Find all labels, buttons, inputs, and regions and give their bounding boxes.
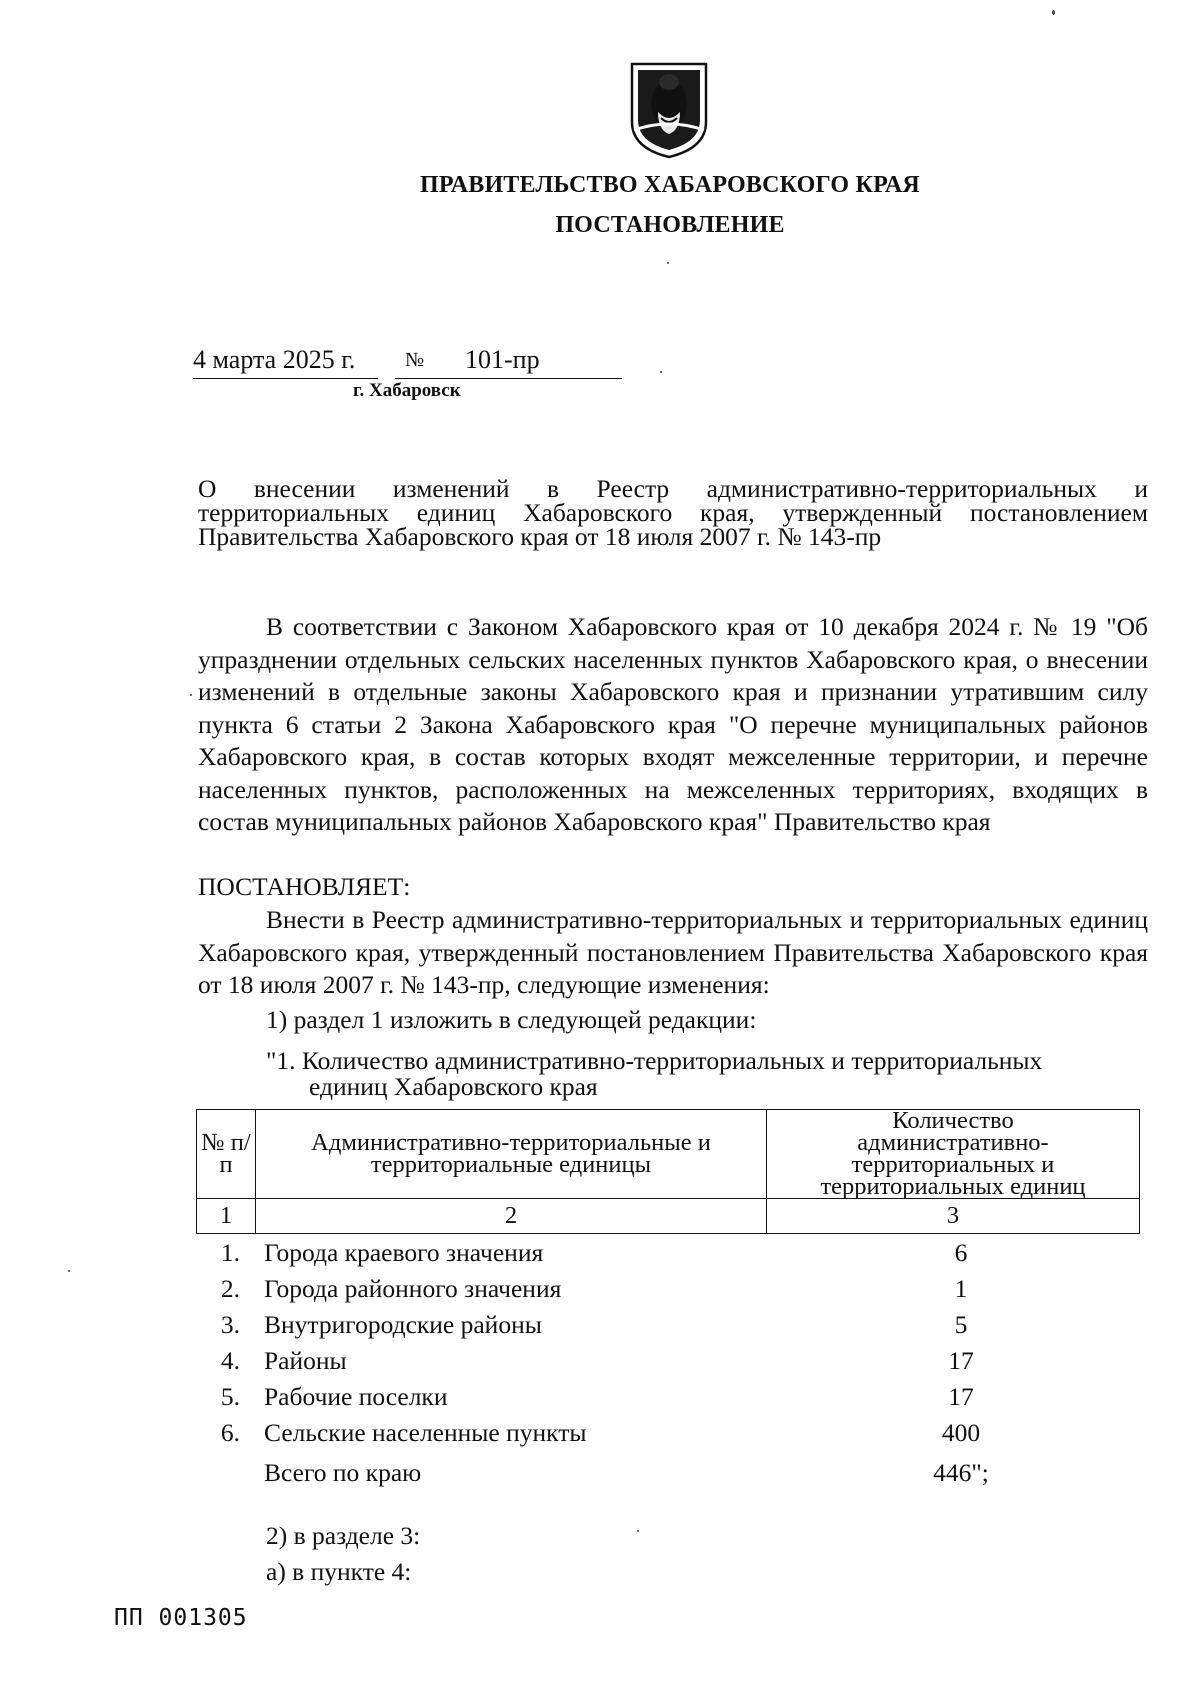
header-col-count: Количество административно-территориальных и территориальных единиц — [767, 1110, 1140, 1199]
table-total-row — [196, 1458, 1140, 1496]
header-col-units: Административно-территориальные и территориальные единицы — [256, 1110, 767, 1199]
section-heading-line-2: единиц Хабаровского края — [309, 1072, 598, 1101]
table-row: 4. Районы 17 — [220, 1346, 974, 1375]
scan-speck — [660, 371, 662, 373]
header-col-number: № п/п — [197, 1110, 256, 1199]
units-table — [196, 1109, 1140, 1234]
scan-speck — [667, 262, 669, 264]
table-row: 5. Рабочие поселки 17 — [220, 1382, 974, 1411]
preamble-paragraph: В соответствии с Законом Хабаровского края от 10 декабря 2024 г. № 19 "Об упразднении отдельных сельских населенных пунктов Хабаровского края, о внесении изменений в отдельные законы Хабаровского края и признании утратившим силу пункта 6 статьи 2 Закона Хабаровского края "О перечне муниципальных районов Хабаровского края, в состав которых входят межселенные территории, и перечне населенных пунктов, расположенных на межселенных территориях, входящих в состав муниципальных районов Хабаровского края" Правительство края — [198, 612, 1148, 836]
item-2a: а) в пункте 4: — [266, 1557, 412, 1586]
total-label: Всего по краю — [264, 1458, 422, 1487]
item-2: 2) в разделе 3: — [266, 1521, 421, 1550]
col-number-2: 2 — [256, 1199, 767, 1234]
document-title: О внесении изменений в Реестр административно-территориальных и территориальных единиц Хабаровского края, утвержденный постановлением Правительства Хабаровского края от 18 июля 2007 г. № 143-пр — [198, 474, 1148, 551]
coat-of-arms-icon — [628, 60, 710, 160]
col-number-1: 1 — [197, 1199, 256, 1234]
document-type: ПОСТАНОВЛЕНИЕ — [555, 212, 785, 238]
item-1: 1) раздел 1 изложить в следующей редакции: — [266, 1005, 757, 1034]
total-value: 446"; — [933, 1458, 989, 1487]
document-number: 101-пр — [465, 345, 540, 374]
resolves-heading: ПОСТАНОВЛЯЕТ: — [198, 872, 411, 901]
table-row: 3. Внутригородские районы 5 — [220, 1310, 968, 1339]
scan-speck — [1052, 10, 1055, 15]
scan-speck — [68, 1270, 70, 1272]
document-city: г. Хабаровск — [353, 380, 461, 401]
government-name: ПРАВИТЕЛЬСТВО ХАБАРОВСКОГО КРАЯ — [420, 172, 920, 198]
document-date: 4 марта 2025 г. — [193, 345, 356, 374]
number-sign: № — [405, 349, 425, 371]
section-heading-line-1: "1. Количество административно-территориальных и территориальных — [266, 1046, 1043, 1075]
table-row: 2. Города районного значения 1 — [220, 1274, 968, 1303]
col-number-3: 3 — [767, 1199, 1140, 1234]
table-row: 1. Города краевого значения 6 — [220, 1238, 968, 1267]
intro-paragraph: Внести в Реестр административно-территориальных и территориальных единиц Хабаровского края, утвержденный постановлением Правительства Хабаровского края от 18 июля 2007 г. № 143-пр, следующие изменения: — [198, 905, 1148, 999]
form-serial-number: ПП 001305 — [114, 1605, 248, 1631]
table-row: 6. Сельские населенные пункты 400 — [220, 1418, 981, 1447]
units-table-body — [196, 1238, 1140, 1496]
scan-speck — [637, 1530, 639, 1532]
scan-speck — [190, 694, 192, 696]
